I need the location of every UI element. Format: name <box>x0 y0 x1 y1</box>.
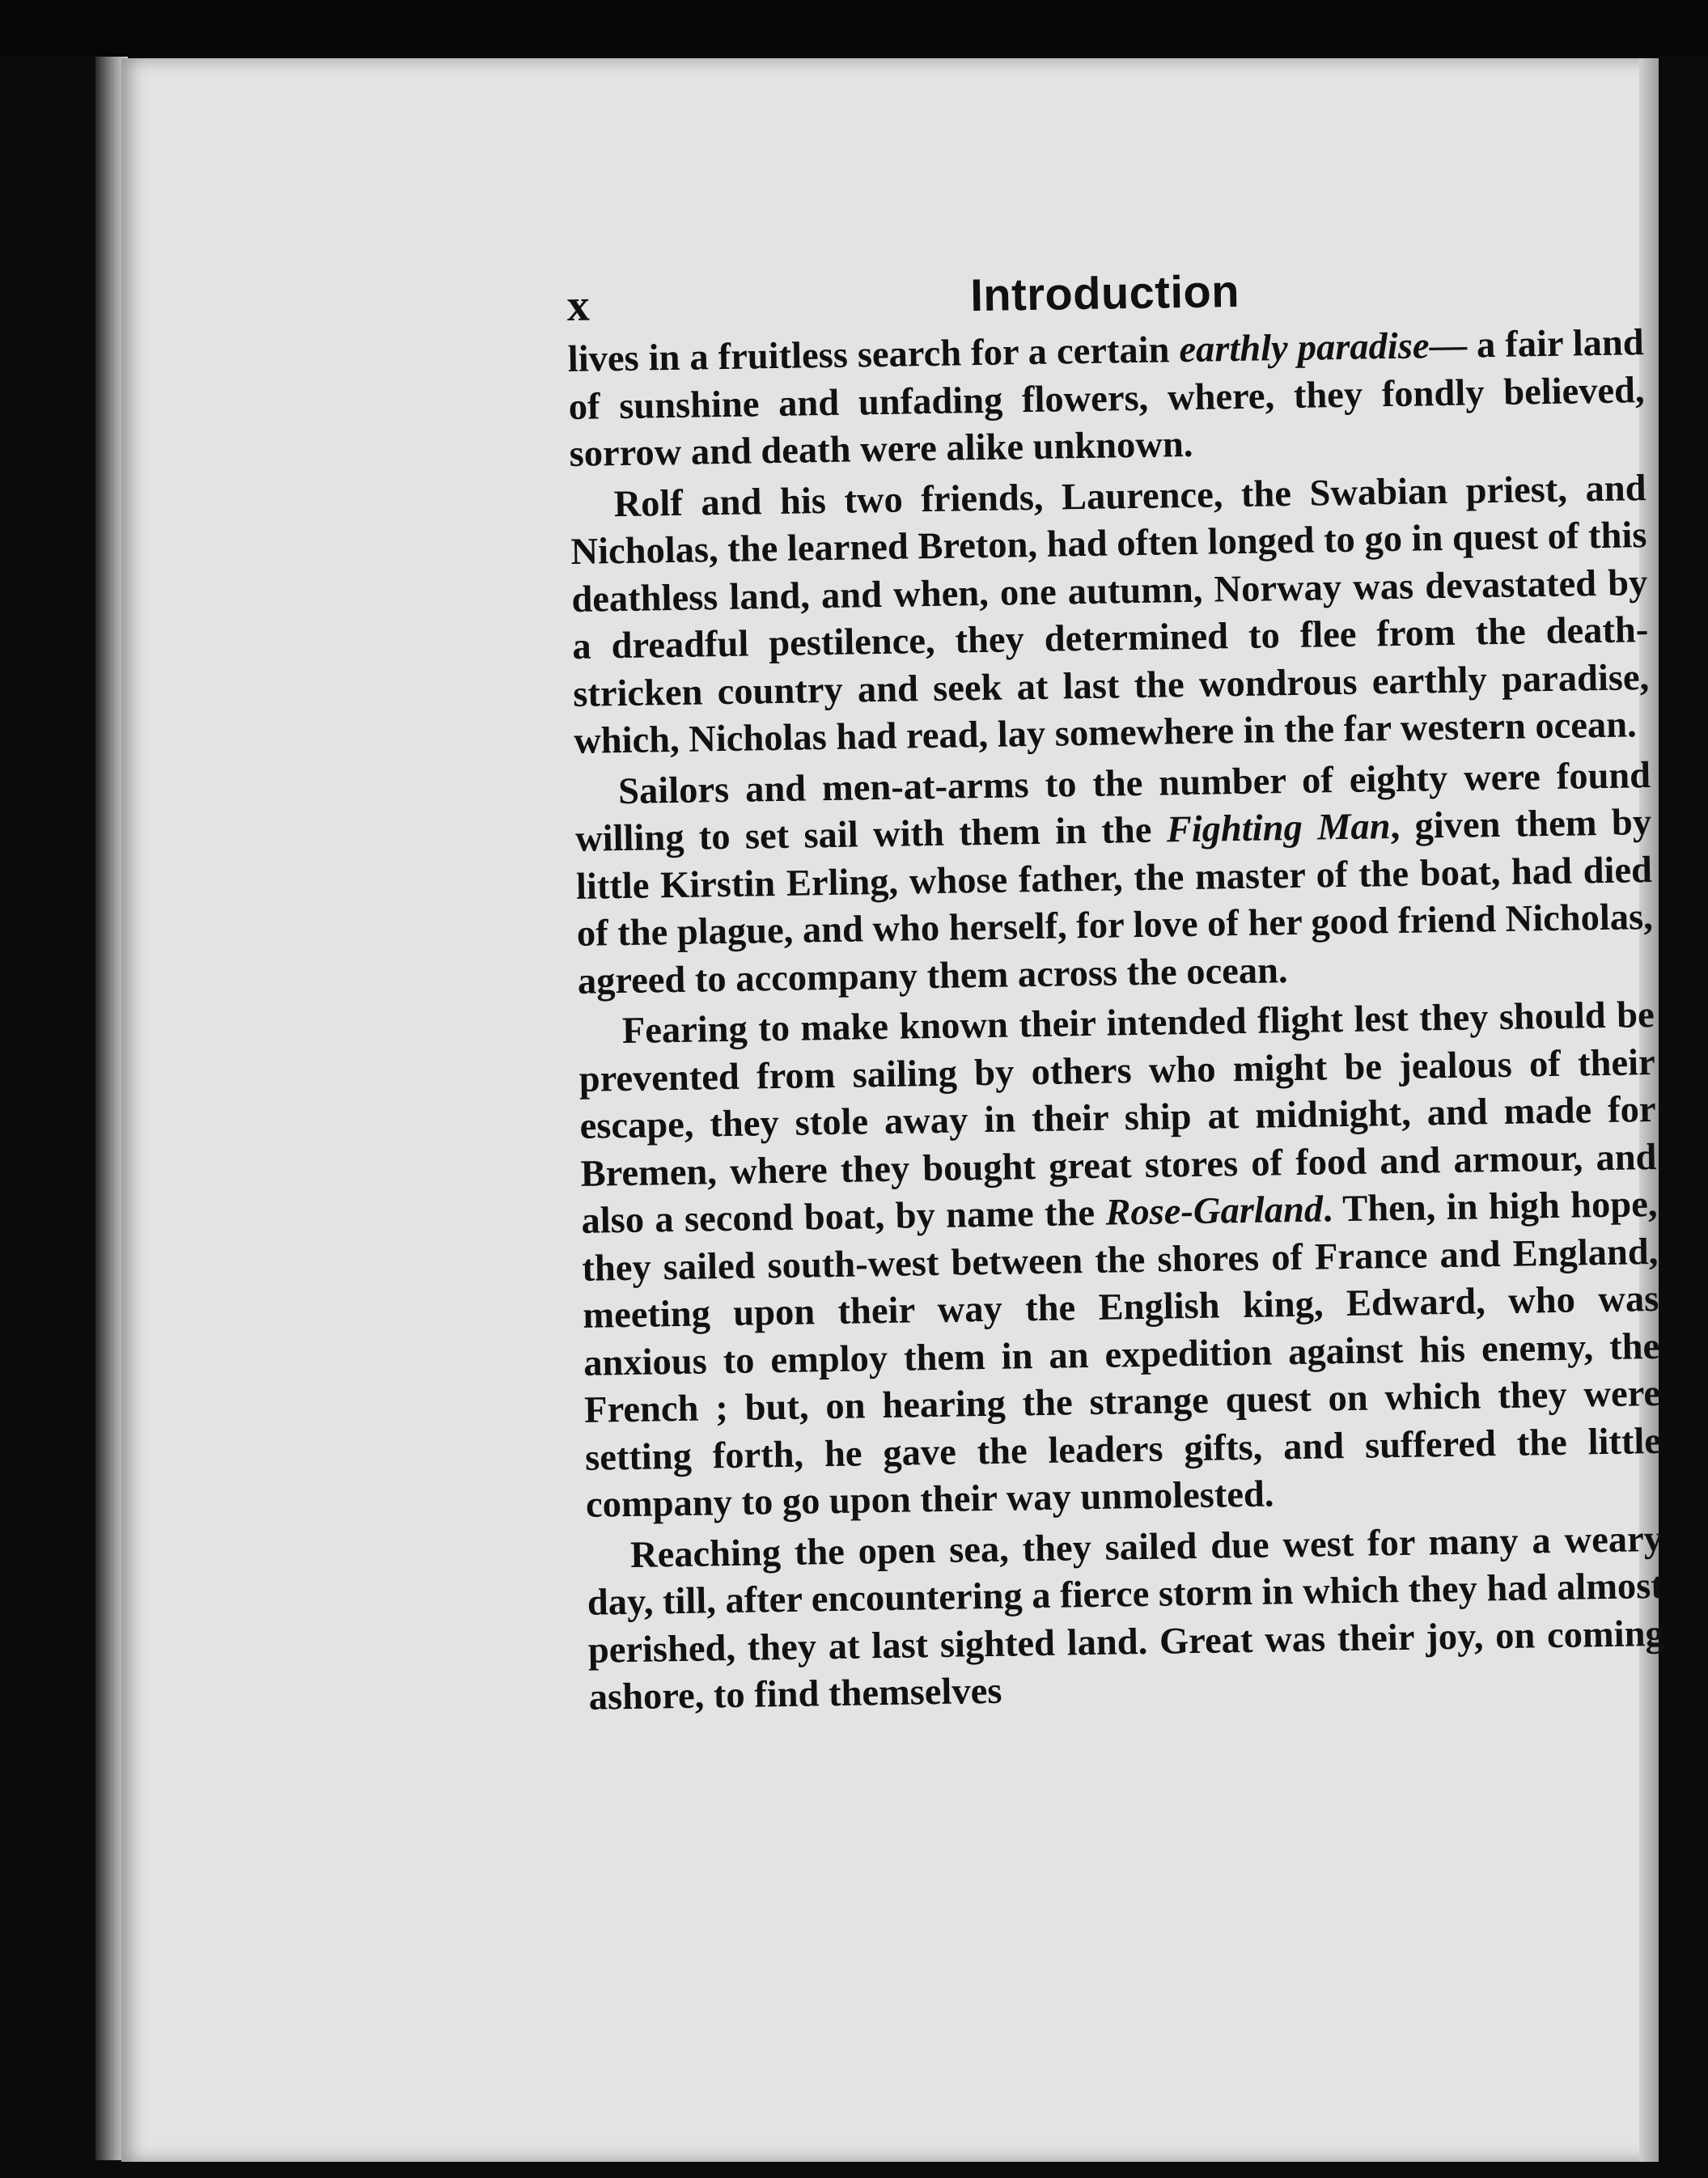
text-run: lives in a fruitless search for a certain <box>567 329 1180 380</box>
page-number: x <box>566 280 591 331</box>
paragraph <box>587 1515 1666 1722</box>
italic-phrase: Fighting Man <box>1166 806 1391 851</box>
paragraph <box>578 992 1662 1529</box>
text-run: — a fair land of sunshine and unfading flowers, where, they fondly believed, sorrow and death were alike unknown. <box>568 322 1645 475</box>
body-text <box>567 320 1665 1722</box>
paragraph <box>567 320 1646 478</box>
scan-border-top <box>0 0 1708 57</box>
italic-phrase: earthly paradise <box>1179 325 1430 371</box>
text-run: Reaching the open sea, they sailed due west for many a weary day, till, after encountering a fierce storm in which they had almost perished, they at last sighted land. Great was their joy, on coming ashore, to find themselves <box>587 1518 1665 1718</box>
paragraph <box>574 752 1654 1006</box>
running-title: Introduction <box>969 265 1240 321</box>
text-run: Fearing to make known their intended flight lest they should be prevented from sailing by others who might be jealous of their escape, they stole away in their ship at midnight, and made for Bremen, where they bought great stores of food and armour, and also a second boat, by name the <box>579 994 1657 1242</box>
italic-phrase: Rose-Garland <box>1105 1189 1324 1234</box>
text-run: Rolf and his two friends, Laurence, the Swabian priest, and Nicholas, the learned Breton, had often longed to go in quest of this deathless land, and when, one autumn, Norway was devastated by a dreadful pestilence, they determined to flee from the death-stricken country and seek at last the wondrous earthly paradise, which, Nicholas had read, lay somewhere in the far western ocean. <box>570 467 1650 762</box>
book-page <box>121 58 1665 2162</box>
text-run: . Then, in high hope, they sailed south-west between the shores of France and England, meeting upon their way the English king, Edward, who was anxious to employ them in an expedition against his enemy, the French ; but, on hearing the strange quest on which they were setting forth, he gave the leaders gifts, and suffered the little company to go upon their way unmolested. <box>582 1183 1662 1526</box>
paragraph <box>570 465 1650 766</box>
text-run: , given them by little Kirstin Erling, whose father, the master of the boat, had died of the plague, and who herself, for love of her good friend Nicholas, agreed to accompany them across the ocean. <box>575 802 1654 1002</box>
text-run: Sailors and men-at-arms to the number of eighty were found willing to set sail with them in the <box>574 754 1651 860</box>
page-text-block <box>566 250 1665 1722</box>
